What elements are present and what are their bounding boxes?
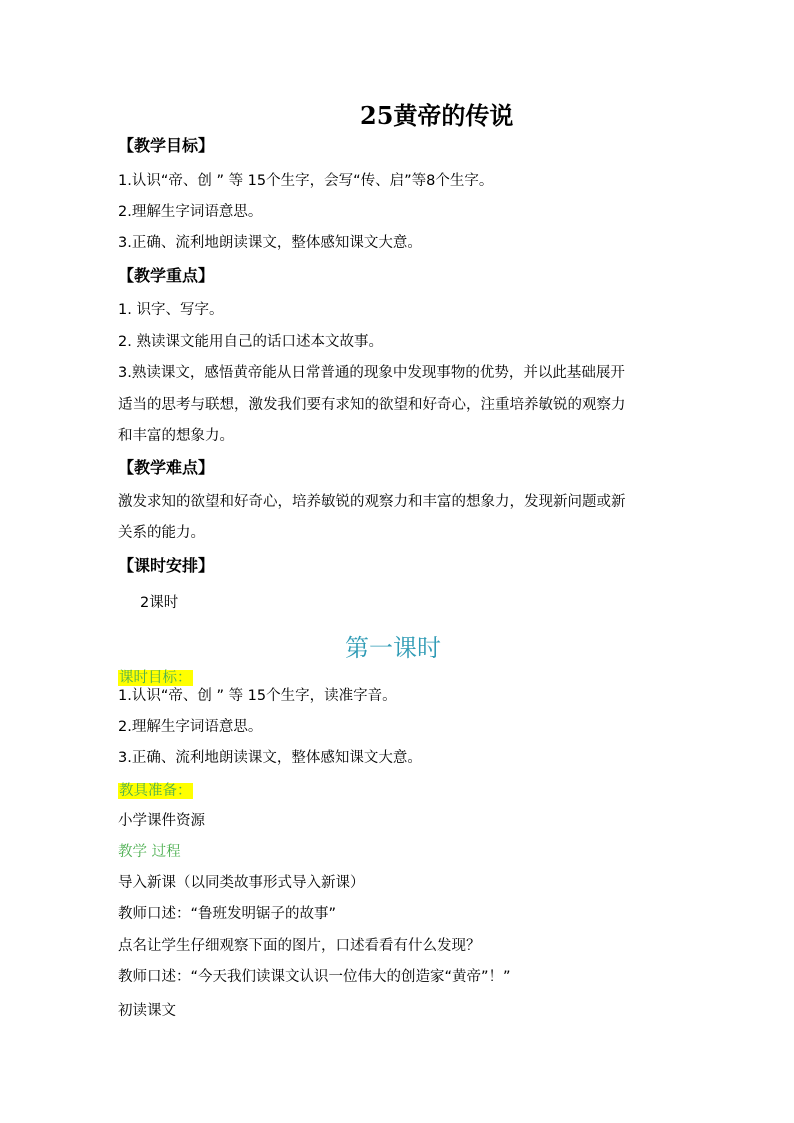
key-points-item: 3.熟读课文，感悟黄帝能从日常普通的现象中发现事物的优势，并以此基础展开 bbox=[118, 365, 625, 381]
key-points-item: 1. 识字、写字。 bbox=[118, 302, 224, 318]
lesson-goal-item: 2.理解生字词语意思。 bbox=[118, 719, 263, 735]
process-label: 教学 过程 bbox=[118, 844, 181, 860]
process-item: 点名让学生仔细观察下面的图片，口述看看有什么发现？ bbox=[118, 938, 481, 954]
prep-value: 小学课件资源 bbox=[118, 813, 205, 829]
document-title: 25黄帝的传说 bbox=[360, 101, 514, 130]
schedule-heading: 【课时安排】 bbox=[118, 556, 215, 575]
lesson-goals-label bbox=[118, 669, 193, 686]
goals-item: 1.认识“帝、创 ” 等 15个生字，会写“传、启”等8个生字。 bbox=[118, 173, 494, 189]
lesson-goal-item: 3.正确、流利地朗读课文，整体感知课文大意。 bbox=[118, 750, 422, 766]
key-points-heading: 【教学重点】 bbox=[118, 266, 215, 285]
goals-heading: 【教学目标】 bbox=[118, 136, 215, 155]
lesson-heading: 第一课时 bbox=[345, 634, 441, 662]
key-points-item: 和丰富的想象力。 bbox=[118, 428, 234, 444]
key-points-item: 适当的思考与联想，激发我们要有求知的欲望和好奇心，注重培养敏锐的观察力 bbox=[118, 397, 626, 413]
schedule-value: 2课时 bbox=[140, 595, 179, 611]
lesson-goals-label-text: 课时目标： bbox=[119, 670, 192, 686]
process-item: 初读课文 bbox=[118, 1003, 176, 1019]
goals-item: 3.正确、流利地朗读课文，整体感知课文大意。 bbox=[118, 235, 422, 251]
process-item: 教师口述：“鲁班发明锯子的故事” bbox=[118, 906, 337, 922]
difficulties-heading: 【教学难点】 bbox=[118, 458, 215, 477]
prep-label-text: 教具准备： bbox=[119, 783, 192, 799]
prep-label bbox=[118, 782, 193, 799]
difficulties-item: 关系的能力。 bbox=[118, 525, 205, 541]
key-points-item: 2. 熟读课文能用自己的话口述本文故事。 bbox=[118, 334, 383, 350]
process-item: 导入新课（以同类故事形式导入新课） bbox=[118, 875, 365, 891]
lesson-goal-item: 1.认识“帝、创 ” 等 15个生字，读准字音。 bbox=[118, 688, 397, 704]
difficulties-item: 激发求知的欲望和好奇心，培养敏锐的观察力和丰富的想象力，发现新问题或新 bbox=[118, 494, 626, 510]
process-item: 教师口述：“今天我们读课文认识一位伟大的创造家“黄帝”！” bbox=[118, 969, 511, 985]
goals-item: 2.理解生字词语意思。 bbox=[118, 204, 263, 220]
